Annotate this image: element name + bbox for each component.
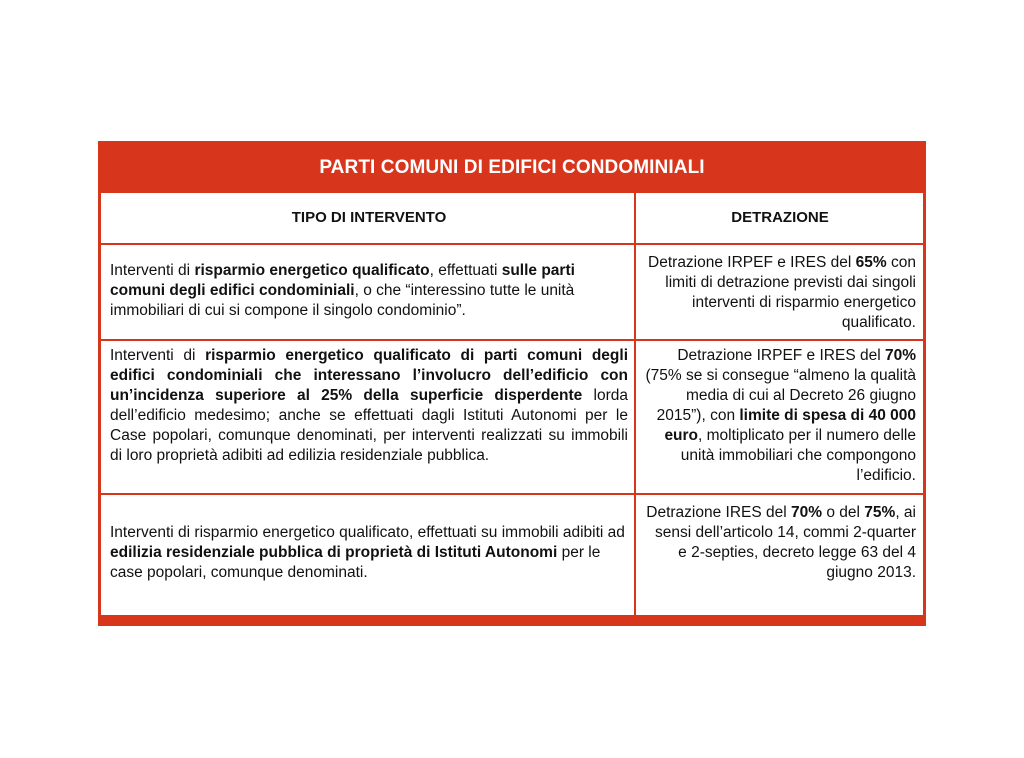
header-tipo-intervento: TIPO DI INTERVENTO [101, 193, 634, 243]
table-title: PARTI COMUNI DI EDIFICI CONDOMINIALI [319, 156, 705, 178]
header-detrazione: DETRAZIONE [636, 193, 923, 243]
detrazione-cell: Detrazione IRES del 70% o del 75%, ai sensi dell’articolo 14, commi 2-quarter e 2-septies, decreto legge 63 del 4 giugno 2013. [636, 495, 923, 615]
table-row [101, 245, 923, 339]
table-header-row [101, 193, 923, 243]
table-row [101, 495, 923, 615]
deductions-table [98, 141, 926, 626]
table-row [101, 341, 923, 493]
intervento-cell: Interventi di risparmio energetico qualificato di parti comuni degli edifici condominiali che interessano l’involucro dell’edificio con un’incidenza superiore al 25% della superficie disperdente lorda dell’edificio medesimo; anche se effettuati dagli Istituti Autonomi per le Case popolari, comunque denominati, per interventi realizzati su immobili di loro proprietà adibiti ad edilizia residenziale pubblica. [101, 341, 634, 493]
intervento-cell: Interventi di risparmio energetico qualificato, effettuati sulle parti comuni degli edifici condominiali, o che “interessino tutte le unità immobiliari di cui si compone il singolo condominio”. [101, 245, 634, 339]
detrazione-cell: Detrazione IRPEF e IRES del 65% con limiti di detrazione previsti dai singoli interventi di risparmio energetico qualificato. [636, 245, 923, 339]
intervento-cell: Interventi di risparmio energetico qualificato, effettuati su immobili adibiti ad edilizia residenziale pubblica di proprietà di Istituti Autonomi per le case popolari, comunque denominati. [101, 495, 634, 615]
detrazione-cell: Detrazione IRPEF e IRES del 70% (75% se si consegue “almeno la qualità media di cui al Decreto 26 giugno 2015”), con limite di spesa di 40 000 euro, moltiplicato per il numero delle unità immobiliari che compongono l’edificio. [636, 341, 923, 493]
